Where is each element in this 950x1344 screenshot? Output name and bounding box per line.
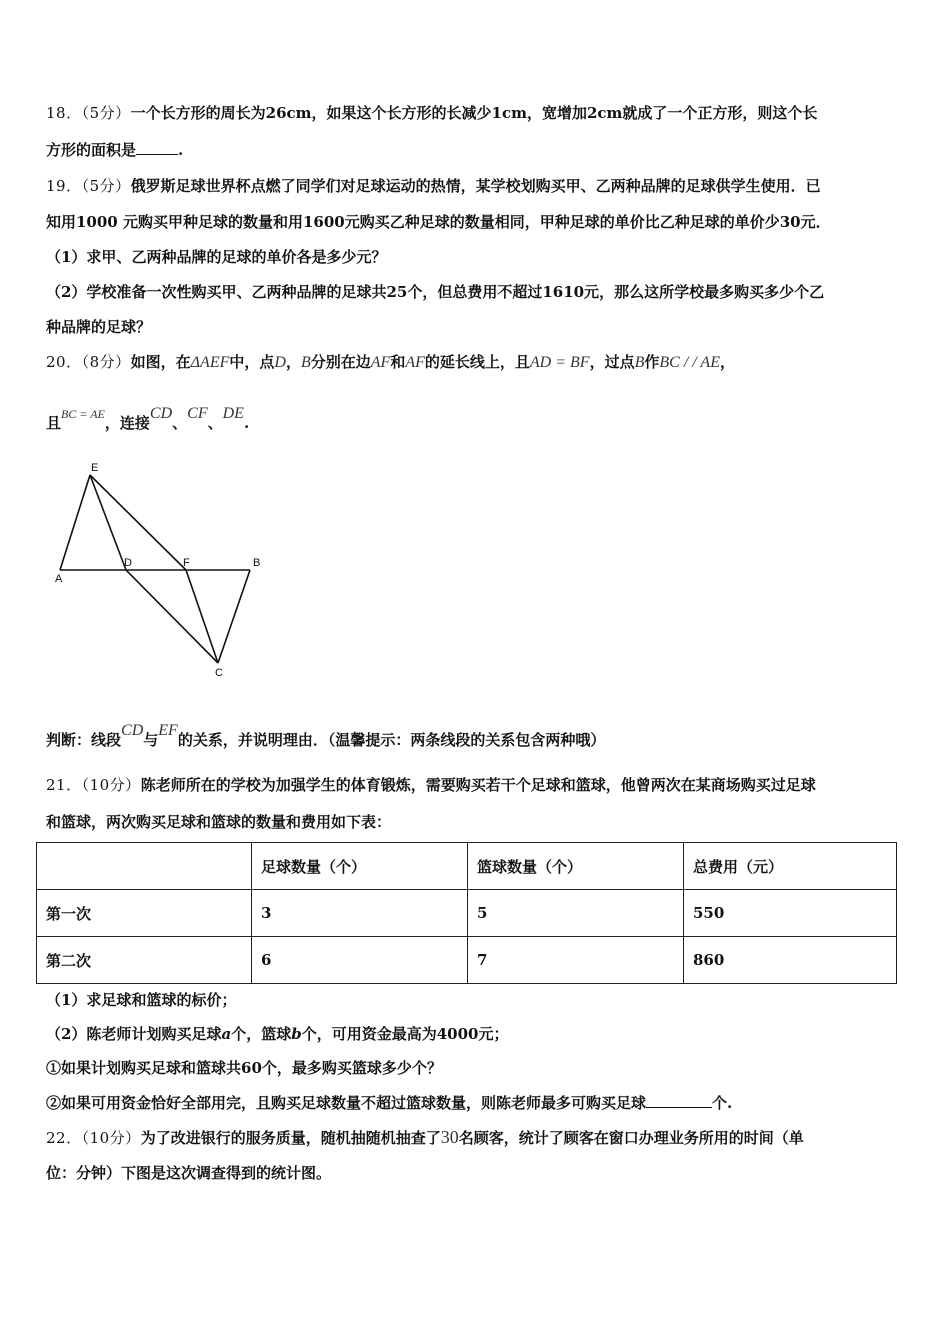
table-cell: 第一次: [37, 890, 252, 937]
label-d: D: [124, 557, 132, 569]
label-f: F: [183, 557, 190, 569]
q20-score: （8分）: [81, 353, 131, 371]
math-ad-eq-bf: AD = BF: [529, 354, 590, 371]
math-segment-cd: CD: [121, 722, 144, 739]
q22-line1: [46, 1127, 804, 1148]
q19-part2-line2: [46, 317, 151, 337]
q21-line1: [46, 775, 816, 795]
q19-number: 19．: [46, 177, 82, 195]
q21-part1: [46, 990, 236, 1010]
label-c: C: [215, 667, 223, 679]
q18-line2: [46, 140, 183, 160]
segment-ae: [60, 475, 90, 570]
q18-answer-blank: [136, 140, 178, 155]
q21-sub2: [46, 1093, 732, 1113]
math-bc-parallel-ae: BC / / AE: [659, 354, 720, 371]
math-bc-eq-ae: BC = AE: [61, 407, 105, 421]
math-point-b: B: [300, 354, 311, 371]
q20-text: 且: [46, 414, 62, 432]
table-cell: 5: [468, 890, 684, 937]
q21-line2: [46, 812, 391, 832]
math-segment-af: AF: [370, 354, 391, 371]
segment-dc: [126, 570, 218, 663]
label-e: E: [91, 462, 99, 474]
math-point-b: B: [634, 354, 645, 371]
segment-ed: [90, 475, 126, 570]
table-cell: 6: [252, 937, 468, 984]
q19-part1-text: （1）求甲、乙两种品牌的足球的单价各是多少元？: [46, 248, 387, 266]
table-cell: 7: [468, 937, 684, 984]
q21-text-2: 和篮球，两次购买足球和篮球的数量和费用如下表：: [46, 813, 392, 831]
q22-number: 22．: [46, 1129, 82, 1147]
label-b: B: [253, 557, 261, 569]
q20-text: 作: [644, 353, 660, 371]
q22-text: 名顾客，统计了顾客在窗口办理业务所用的时间（单: [458, 1129, 804, 1147]
q20-text: 的关系，并说明理由．（温馨提示：两条线段的关系包含两种哦）: [177, 731, 606, 749]
q20-text: 和: [390, 353, 406, 371]
q20-text: ，过点: [589, 353, 635, 371]
math-segment-cf: CF: [187, 405, 208, 422]
math-point-d: D: [274, 354, 286, 371]
q21-part2-text: 个，可用资金最高为4000元；: [301, 1025, 509, 1043]
q20-text: 判断：线段: [46, 731, 122, 749]
q19-line2: [46, 212, 831, 232]
q22-text-2: 位：分钟）下图是这次调查得到的统计图。: [46, 1164, 332, 1182]
label-a: A: [55, 573, 63, 585]
table-row: [37, 937, 897, 984]
q20-text: 、: [172, 414, 188, 432]
q20-text: 分别在边: [310, 353, 371, 371]
q19-score: （5分）: [81, 177, 131, 195]
q19-part2-line1: [46, 282, 824, 302]
q21-score: （10分）: [81, 776, 141, 794]
q20-geometry-figure: [50, 455, 280, 685]
q20-text: ，: [285, 353, 301, 371]
segment-fc: [186, 570, 218, 663]
q21-sub2-text: ②如果可用资金恰好全部用完，且购买足球数量不超过篮球数量，则陈老师最多可购买足球: [46, 1094, 647, 1112]
segment-bc: [218, 570, 250, 663]
q20-line2: [46, 405, 250, 434]
math-segment-cd: CD: [149, 405, 173, 422]
q21-sub1: [46, 1058, 442, 1078]
q21-sub2-end: 个.: [712, 1094, 733, 1112]
q19-text-2: 知用1000 元购买甲种足球的数量和用1600元购买乙种足球的数量相同，甲种足球的单价比乙种足球的单价少30元．: [46, 213, 831, 231]
q20-text: ，: [719, 353, 735, 371]
math-var-b: b: [291, 1025, 302, 1043]
q21-data-table: [36, 842, 897, 984]
q20-number: 20．: [46, 353, 82, 371]
q19-text-1: 俄罗斯足球世界杯点燃了同学们对足球运动的热情，某学校划购买甲、乙两种品牌的足球供学生使用．已: [130, 177, 821, 195]
table-cell: 550: [684, 890, 897, 937]
q22-text: 为了改进银行的服务质量，随机抽随机抽查了: [140, 1129, 441, 1147]
math-triangle-aef: ΔAEF: [190, 354, 230, 371]
q18-score: （5分）: [81, 104, 131, 122]
q21-part2-text: 个，篮球: [231, 1025, 292, 1043]
table-header-cell: 篮球数量（个）: [468, 843, 684, 890]
segment-ef: [90, 475, 186, 570]
table-header-cell: 足球数量（个）: [252, 843, 468, 890]
q21-text-1: 陈老师所在的学校为加强学生的体育锻炼，需要购买若干个足球和篮球，他曾两次在某商场购买过足球: [140, 776, 816, 794]
q20-text: 如图，在: [130, 353, 191, 371]
q19-part1: [46, 247, 386, 267]
q20-text: ，连接: [104, 414, 150, 432]
table-header-row: [37, 843, 897, 890]
q20-text: 的延长线上，且: [424, 353, 530, 371]
math-number-30: 30: [440, 1127, 459, 1147]
q20-judgement: [46, 722, 606, 751]
table-cell: 第二次: [37, 937, 252, 984]
math-segment-de: DE: [222, 405, 244, 422]
q20-line1: [46, 352, 735, 373]
q22-line2: [46, 1163, 331, 1183]
table-cell: 860: [684, 937, 897, 984]
math-var-a: a: [221, 1025, 232, 1043]
q21-number: 21．: [46, 776, 82, 794]
q21-part2: [46, 1024, 508, 1044]
q20-text: 与: [143, 731, 159, 749]
q20-text: 、: [207, 414, 223, 432]
q19-part2-text-1: （2）学校准备一次性购买甲、乙两种品牌的足球共25个，但总费用不超过1610元，那么这所学校最多购买多少个乙: [46, 283, 825, 301]
q19-part2-text-2: 种品牌的足球？: [46, 318, 152, 336]
q22-score: （10分）: [81, 1129, 141, 1147]
q18-text-1: 一个长方形的周长为26cm，如果这个长方形的长减少1cm，宽增加2cm就成了一个正方形，则这个长: [130, 104, 818, 122]
table-header-cell: 总费用（元）: [684, 843, 897, 890]
q21-part1-text: （1）求足球和篮球的标价；: [46, 991, 237, 1009]
table-cell: 3: [252, 890, 468, 937]
q18-end: .: [178, 141, 184, 159]
q18-number: 18．: [46, 104, 82, 122]
q21-sub1-text: ①如果计划购买足球和篮球共60个，最多购买篮球多少个？: [46, 1059, 442, 1077]
table-header-cell: [37, 843, 252, 890]
q20-text: .: [243, 414, 250, 432]
q21-answer-blank: [646, 1093, 712, 1108]
q21-part2-text: （2）陈老师计划购买足球: [46, 1025, 222, 1043]
table-row: [37, 890, 897, 937]
math-segment-ef: EF: [158, 722, 178, 739]
q18-line1: [46, 103, 817, 123]
math-segment-af: AF: [405, 354, 425, 371]
q18-text-2: 方形的面积是: [46, 141, 137, 159]
q19-line1: [46, 176, 821, 196]
q20-text: 中，点: [229, 353, 275, 371]
